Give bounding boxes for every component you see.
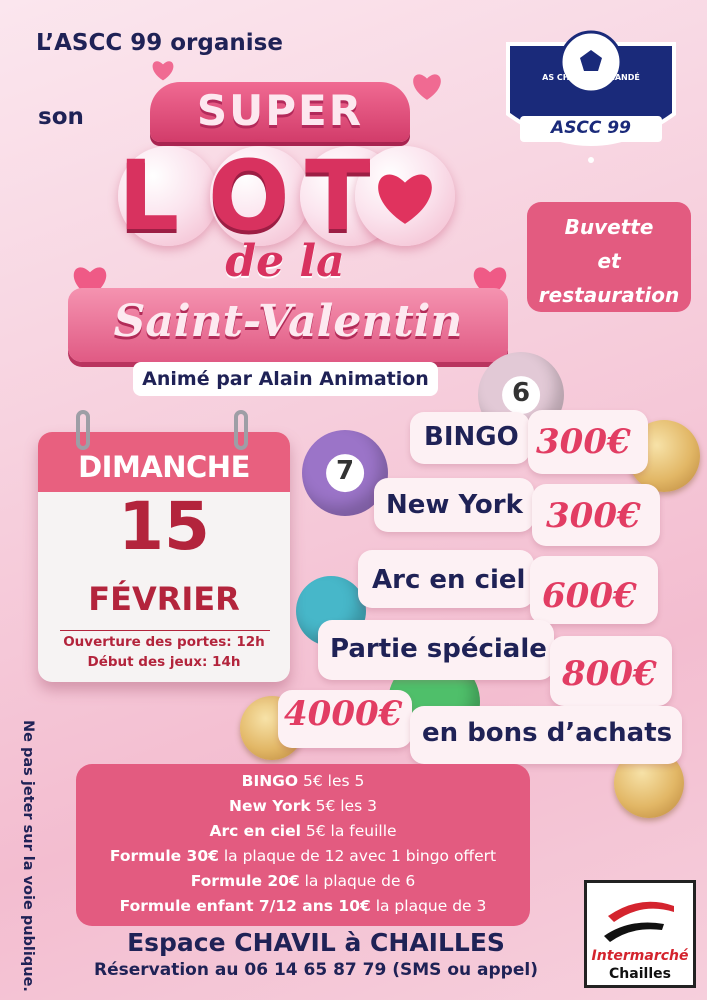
- prize-name: en bons d’achats: [422, 718, 673, 748]
- price-row: [76, 822, 530, 840]
- doors-open-time: Ouverture des portes: 12h: [63, 634, 265, 650]
- title-loto-l: L: [118, 140, 180, 252]
- price-detail: 5€ les 3: [310, 797, 377, 815]
- calendar-date: 15: [118, 488, 210, 565]
- intermarche-swoosh-icon: [600, 888, 680, 948]
- title-de-la: de la: [225, 236, 345, 287]
- prize-name: New York: [386, 490, 523, 520]
- calendar-day: DIMANCHE: [78, 450, 250, 484]
- buvette-line2: et: [597, 249, 621, 273]
- intro-line-organizer: L’ASCC 99 organise: [36, 30, 283, 56]
- prize-value: 800€: [562, 654, 657, 694]
- price-label: Formule 30€: [109, 847, 219, 865]
- calendar-ring-icon: [234, 410, 248, 450]
- prize-name: BINGO: [424, 422, 519, 452]
- calendar-month: FÉVRIER: [88, 580, 240, 618]
- price-row: [76, 847, 530, 865]
- price-row: [76, 797, 530, 815]
- prize-name: Partie spéciale: [330, 634, 547, 664]
- games-start-time: Début des jeux: 14h: [87, 654, 241, 670]
- prize-value: 300€: [546, 496, 641, 536]
- price-detail: 5€ les 5: [298, 772, 365, 790]
- price-row: [76, 897, 530, 915]
- price-detail: la plaque de 6: [299, 872, 416, 890]
- logo-club-name: ASCC 99: [551, 118, 631, 138]
- title-super: SUPER: [196, 86, 364, 135]
- prize-name: Arc en ciel: [372, 565, 526, 595]
- club-logo: [498, 24, 684, 174]
- title-loto-o: O: [208, 140, 290, 252]
- prize-value: 600€: [542, 576, 637, 616]
- price-label: Arc en ciel: [209, 822, 301, 840]
- price-row: [76, 772, 530, 790]
- buvette-line3: restauration: [538, 283, 680, 307]
- prize-value: 300€: [536, 422, 631, 462]
- venue-name: Espace CHAVIL à CHAILLES: [127, 928, 505, 957]
- ball-number: 7: [326, 454, 364, 492]
- price-detail: 5€ la feuille: [300, 822, 397, 840]
- intro-line-son: son: [38, 104, 84, 130]
- sponsor-brand: Intermarché: [591, 948, 689, 964]
- price-label: Formule 20€: [190, 872, 300, 890]
- calendar-ring-icon: [76, 410, 90, 450]
- reservation-info: Réservation au 06 14 65 87 79 (SMS ou appel): [94, 960, 538, 980]
- animated-by-label: Animé par Alain Animation: [133, 362, 438, 396]
- heart-icon: [150, 58, 176, 82]
- litter-notice: Ne pas jeter sur la voie publique.: [20, 720, 36, 992]
- price-label: Formule enfant 7/12 ans 10€: [119, 897, 371, 915]
- calendar-divider: [60, 630, 270, 631]
- buvette-line1: Buvette: [564, 215, 654, 239]
- price-label: BINGO: [241, 772, 299, 790]
- prize-value: 4000€: [284, 694, 403, 734]
- logo-arc-text: AS CHAILLES - CANDÉ: [542, 73, 640, 82]
- price-label: New York: [229, 797, 311, 815]
- buvette-badge: [527, 202, 691, 312]
- price-detail: la plaque de 12 avec 1 bingo offert: [218, 847, 497, 865]
- title-saint-valentin: Saint-Valentin: [113, 296, 463, 347]
- heart-icon: [372, 166, 438, 228]
- title-loto-t: T: [305, 140, 371, 252]
- price-row: [76, 872, 530, 890]
- heart-icon: [410, 70, 444, 102]
- sponsor-city: Chailles: [609, 966, 671, 982]
- price-detail: la plaque de 3: [370, 897, 487, 915]
- ball-number: 6: [502, 376, 540, 414]
